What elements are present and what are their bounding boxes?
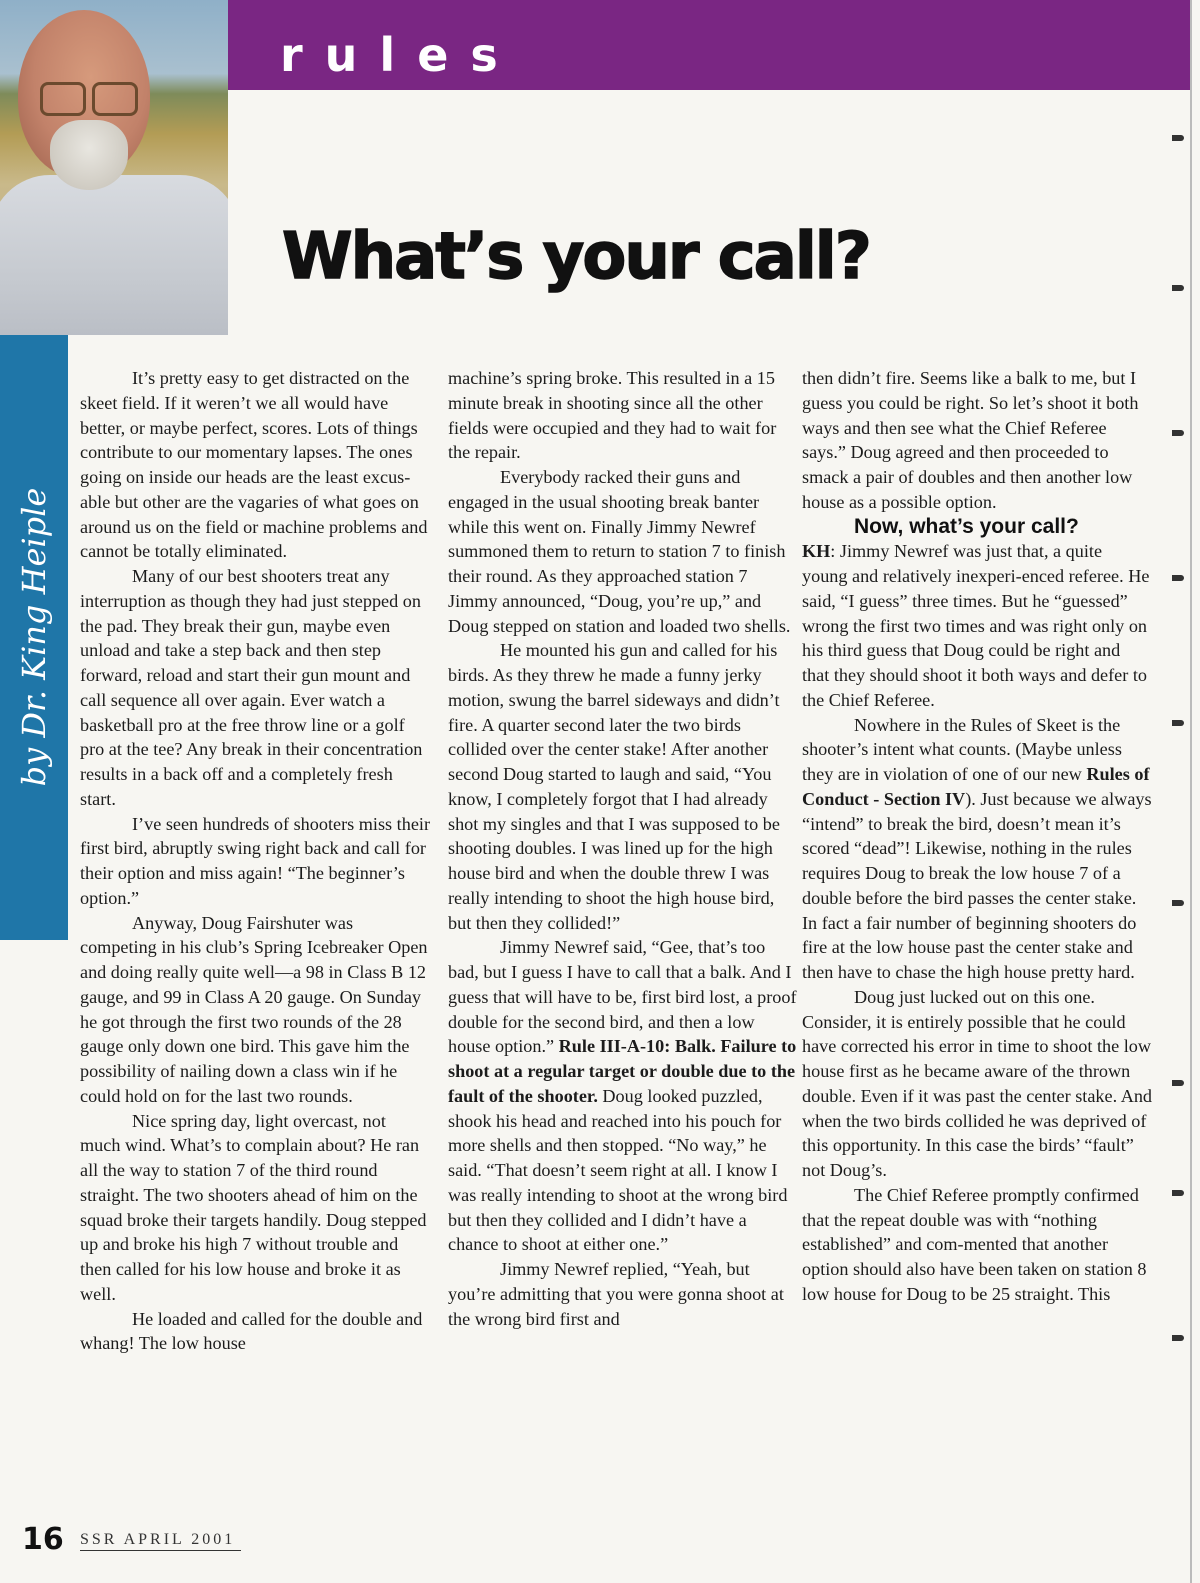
- section-label: rules: [280, 28, 520, 82]
- page-edge: [1190, 0, 1192, 1583]
- margin-mark: [1172, 1080, 1184, 1086]
- paragraph-text: : Jimmy Newref was just that, a quite young and relatively inexperi-enced referee. He said, “I guess” three times. But he “guessed” wrong the first two times and was right only on his third guess that Doug could be right and that they should shoot it both ways and defer to the Chief Referee.: [802, 541, 1150, 710]
- paragraph: Nice spring day, light overcast, not much wind. What’s to complain about? He ran all the way to station 7 of the third round straight. The two shooters ahead of him on the squad broke their targets handily. Doug stepped up and broke his high 7 without trouble and then called for his low house and broke it as well.: [80, 1110, 427, 1304]
- margin-mark: [1172, 1190, 1184, 1196]
- margin-mark: [1172, 135, 1184, 141]
- paragraph: Many of our best shooters treat any interruption as though they had just stepped on the pad. They break their gun, maybe even unload and take a step back and then step forward, reload and start their gun mount and call sequence all over again. Ever watch a basketball pro at the free throw line or a golf pro at the tee? Any break in their concentration results in a back off and a completely fresh start.: [80, 566, 423, 809]
- paragraph: Jimmy Newref replied, “Yeah, but you’re admitting that you were gonna shoot at the wrong bird first and: [448, 1259, 784, 1329]
- article-column-3: [802, 366, 1152, 1307]
- article-column-1: [80, 366, 430, 1356]
- paragraph: Anyway, Doug Fairshuter was competing in his club’s Spring Icebreaker Open and doing really quite well—a 98 in Class B 12 gauge, and 99 in Class A 20 gauge. On Sunday he got through the first two rounds of the 28 gauge only down one bird. This gave him the possibility of nailing down a class win if he could hold on for the last two rounds.: [80, 912, 428, 1106]
- margin-mark: [1172, 1335, 1184, 1341]
- paragraph: He mounted his gun and called for his birds. As they threw he made a funny jerky motion, swung the barrel sideways and didn’t fire. A quarter second later the two birds collided over the center stake! After another second Doug started to laugh and said, “You know, I completely forgot that I had already shot my singles and that I was supposed to be shooting doubles. I was lined up for the high house bird and when the double threw I was really intending to shoot the high house bird, but then they collided!”: [448, 640, 780, 933]
- paragraph-text: Doug looked puzzled, shook his head and reached into his pouch for more shells and then stopped. “No way,” he said. “That doesn’t seem right at all. I know I was really intending to shoot at the wrong bird but then they collided and I didn’t have a chance to shoot at either one.”: [448, 1085, 788, 1255]
- paragraph-text: Nowhere in the Rules of Skeet is the shooter’s intent what counts. (Maybe unless they are in violation of one of our new: [802, 714, 1122, 784]
- rule-citation: Rules of Conduct - Section IV: [802, 764, 1150, 809]
- rule-citation: Rule III-A-10: Balk. Failure to shoot at a regular target or double due to the fault of the shooter.: [448, 1036, 797, 1106]
- margin-mark: [1172, 430, 1184, 436]
- photo-shirt: [0, 175, 228, 335]
- paragraph: It’s pretty easy to get distracted on the skeet field. If it weren’t we all would have better, or maybe perfect, scores. Lots of things contribute to our momentary lapses. The ones going on inside our heads are the least excus-able but other are the vagaries of what goes on around us on the field or machine problems and cannot be totally eliminated.: [80, 368, 428, 562]
- paragraph: [802, 539, 1152, 712]
- paragraph: The Chief Referee promptly confirmed that the repeat double was with “nothing established” and com-mented that another option should also have been taken on station 8 low house for Doug to be 25 straight. This: [802, 1184, 1147, 1304]
- margin-mark: [1172, 285, 1184, 291]
- paragraph-text: ). Just because we always “intend” to break the bird, doesn’t mean it’s scored “dead”! Likewise, nothing in the rules requires Doug to break the low house 7 of a double before the bird passes the center stake. In fact a fair number of beginning shooters do fire at the low house past the center stake and then have to chase the high house pretty hard.: [802, 788, 1152, 982]
- kh-label: KH: [802, 541, 831, 562]
- page-number: 16: [22, 1522, 64, 1557]
- margin-mark: [1172, 575, 1184, 581]
- issue-line: SSR APRIL 2001: [80, 1531, 241, 1551]
- author-photo: [0, 0, 228, 335]
- article-column-2: [448, 366, 798, 1331]
- subheading: Now, what’s your call?: [854, 514, 1079, 538]
- page-title: What’s your call?: [282, 220, 870, 294]
- paragraph: Everybody racked their guns and engaged in the usual shooting break banter while this went on. Finally Jimmy Newref summoned them to return to station 7 to finish their round. As they approached station 7 Jimmy announced, “Doug, you’re up,” and Doug stepped on station and loaded two shells.: [448, 467, 791, 636]
- author-byline: by Dr. King Heiple: [15, 487, 53, 787]
- margin-mark: [1172, 900, 1184, 906]
- photo-glasses-left: [40, 82, 86, 116]
- paragraph: Doug just lucked out on this one. Consider, it is entirely possible that he could have corrected his error in time to shoot the low house first as he became aware of the thrown double. Even if it was past the center stake. And when the two birds collided he was deprived of this opportunity. In this case the birds’ “fault” not Doug’s.: [802, 986, 1153, 1180]
- paragraph: [448, 935, 798, 1257]
- photo-glasses-right: [92, 82, 138, 116]
- photo-beard: [50, 120, 128, 190]
- paragraph: machine’s spring broke. This resulted in a 15 minute break in shooting since all the other fields were occupied and they had to wait for the repair.: [448, 368, 777, 463]
- paragraph: He loaded and called for the double and whang! The low house: [80, 1308, 423, 1354]
- paragraph: then didn’t fire. Seems like a balk to me, but I guess you could be right. So let’s shoot it both ways and then see what the Chief Referee says.” Doug agreed and then proceeded to smack a pair of doubles and then another low house as a possible option.: [802, 368, 1139, 512]
- paragraph: [802, 713, 1152, 985]
- margin-mark: [1172, 720, 1184, 726]
- paragraph: I’ve seen hundreds of shooters miss their first bird, abruptly swing right back and call for their option and miss again! “The beginner’s option.”: [80, 813, 431, 908]
- paragraph-text: Jimmy Newref said, “Gee, that’s too bad, but I guess I have to call that a balk. And I guess that will have to be, first bird lost, a proof double for the second bird, and then a low house option.”: [448, 937, 797, 1057]
